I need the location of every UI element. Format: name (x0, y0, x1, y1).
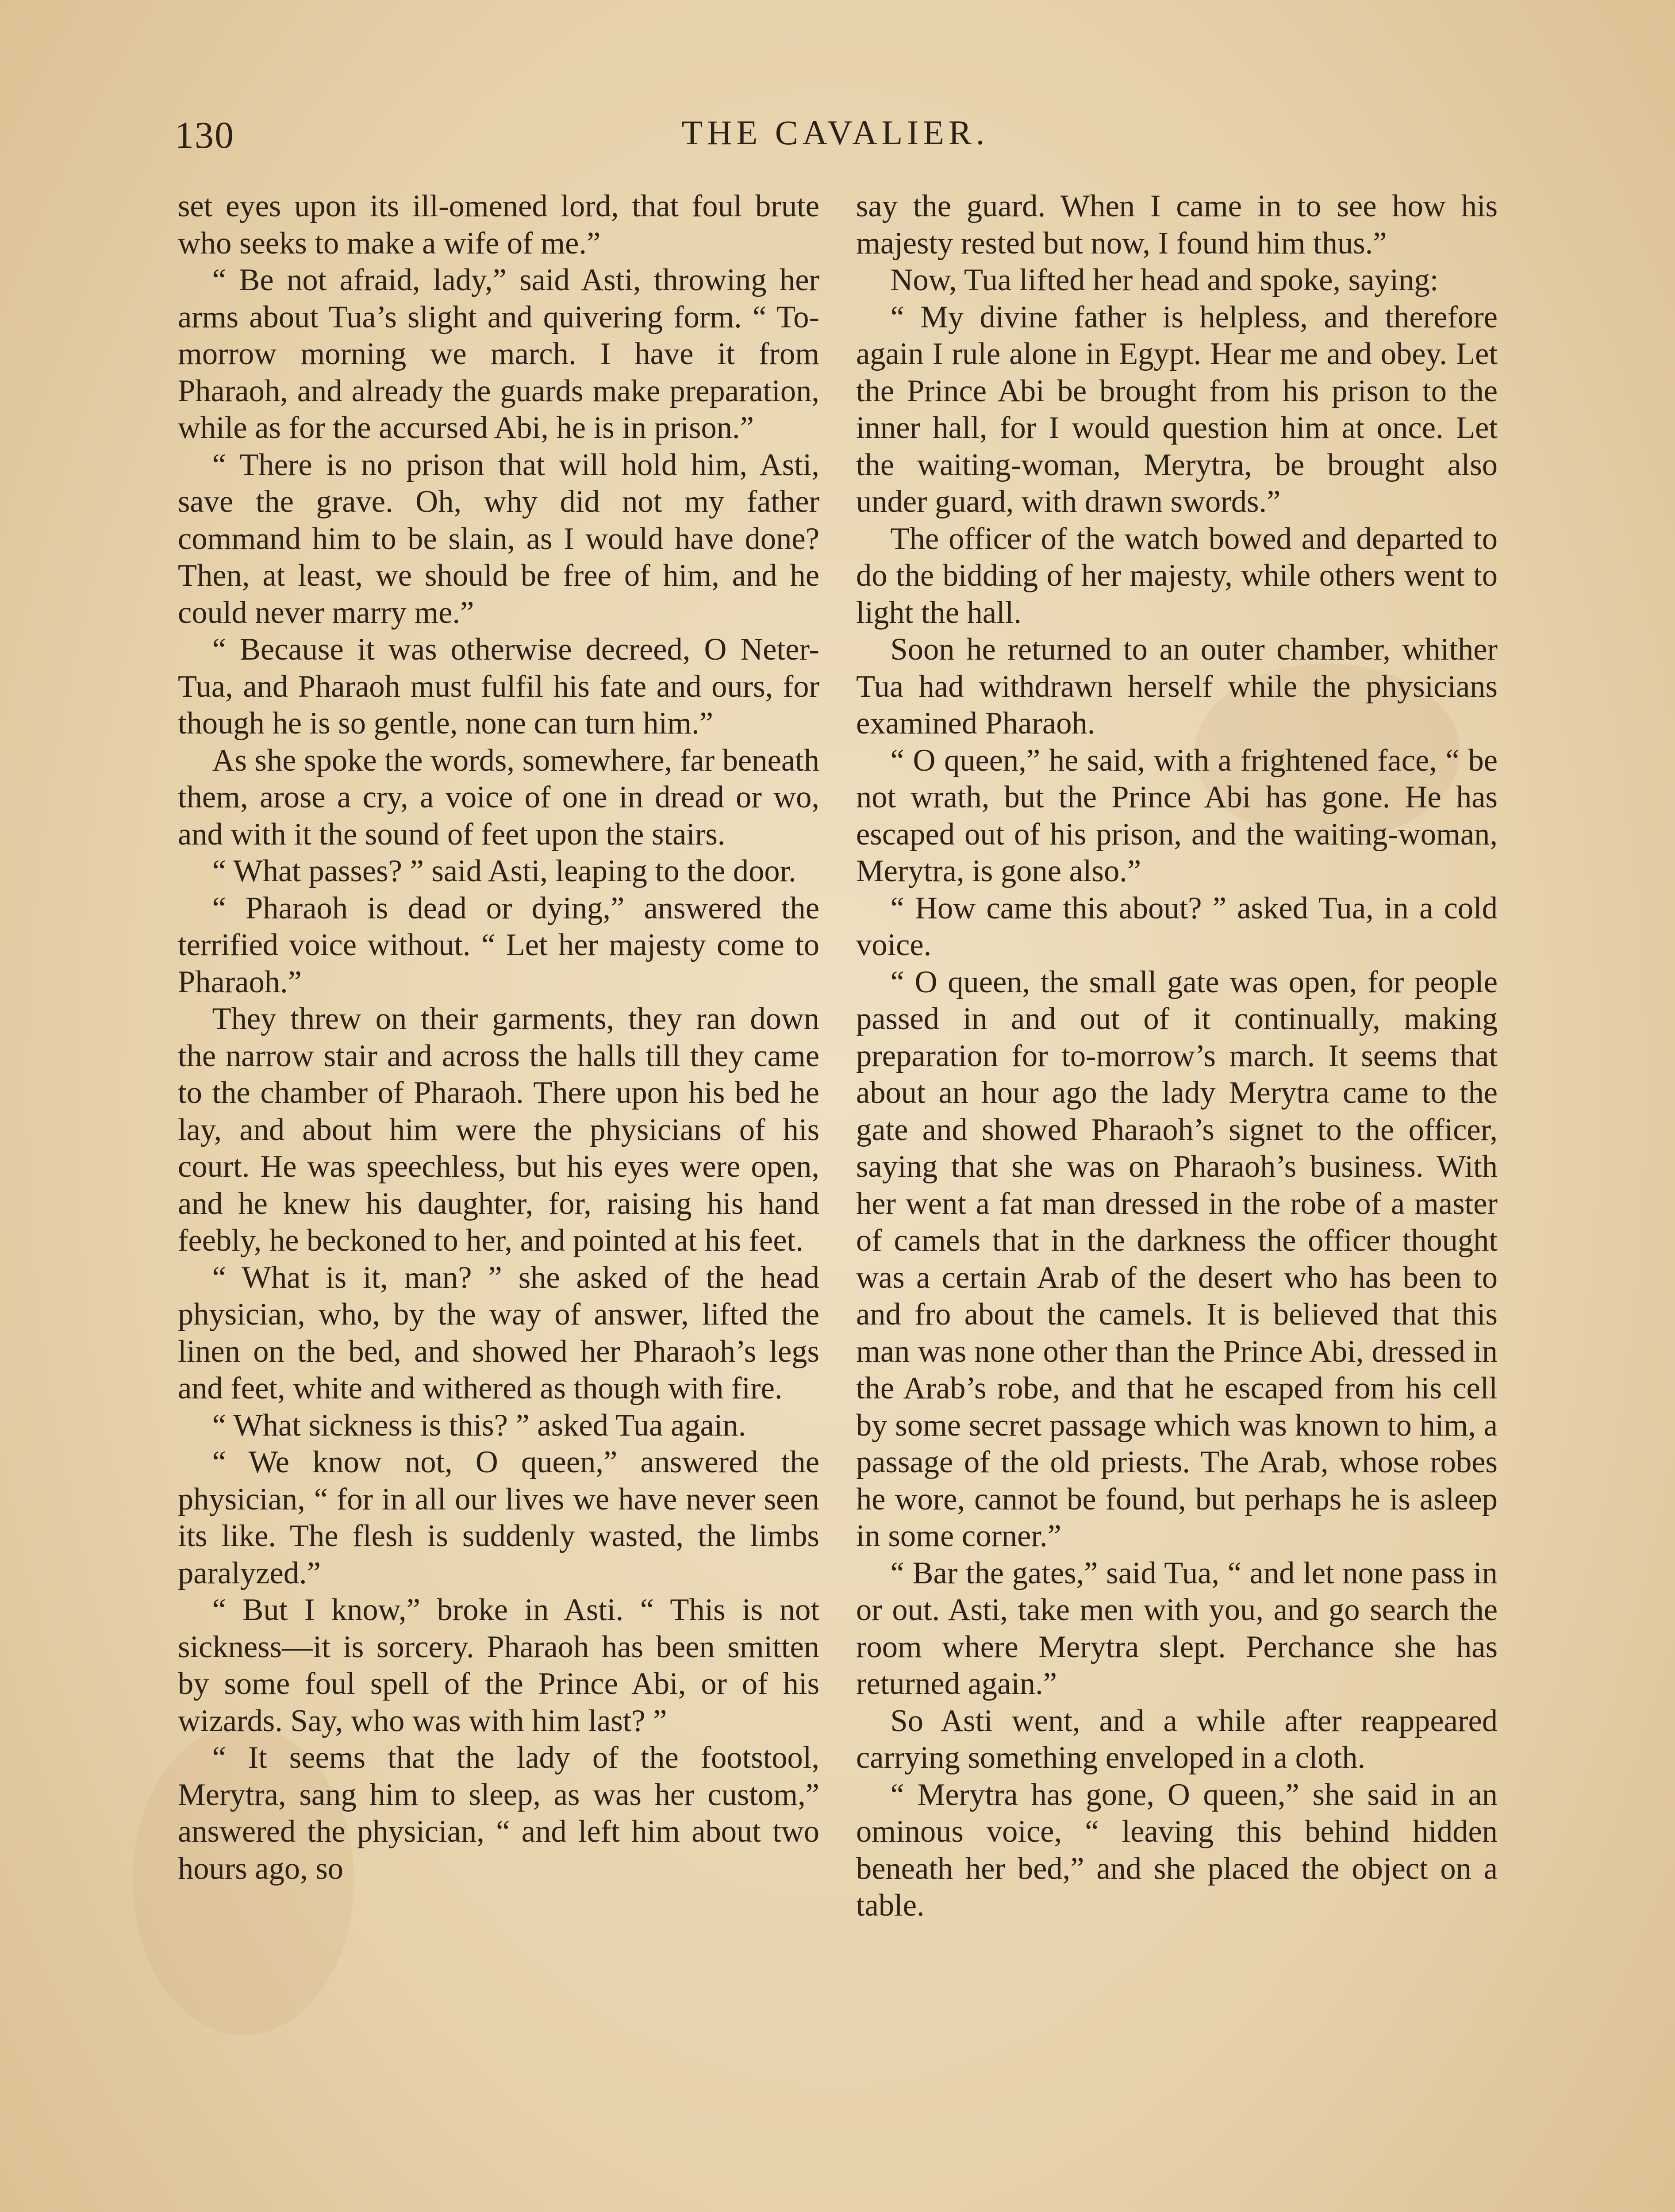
paragraph: “ We know not, O queen,” answered the physician, “ for in all our lives we have never seen its like. The flesh is suddenly wasted, the limbs paralyzed.” (178, 1445, 819, 1590)
paragraph: “ O queen,” he said, with a frightened face, “ be not wrath, but the Prince Abi has gone. He has escaped out of his prison, and the waiting-woman, Merytra, is gone also.” (856, 743, 1498, 888)
paragraph: “ Bar the gates,” said Tua, “ and let none pass in or out. Asti, take men with you, and go search the room where Merytra slept. Perchance she has returned again.” (856, 1555, 1498, 1701)
left-column (178, 188, 819, 1887)
paragraph: say the guard. When I came in to see how his majesty rested but now, I found him thus.” (856, 189, 1498, 261)
paragraph: “ Be not afraid, lady,” said Asti, throwing her arms about Tua’s slight and quivering form. “ To-morrow morning we march. I have it from Pharaoh, and already the guards make preparation, while as for the accursed Abi, he is in prison.” (178, 263, 819, 445)
paragraph: “ My divine father is helpless, and therefore again I rule alone in Egypt. Hear me and obey. Let the Prince Abi be brought from his prison to the inner hall, for I would question him at once. Let the waiting-woman, Merytra, be brought also under guard, with drawn swords.” (856, 300, 1498, 519)
paragraph: So Asti went, and a while after reappeared carrying something enveloped in a cloth. (856, 1703, 1498, 1775)
paragraph: The officer of the watch bowed and departed to do the bidding of her majesty, while others went to light the hall. (856, 521, 1498, 630)
right-column (856, 188, 1498, 1924)
paragraph: set eyes upon its ill-omened lord, that foul brute who seeks to make a wife of me.” (178, 189, 819, 261)
running-head (175, 113, 1496, 161)
paragraph: “ Because it was otherwise decreed, O Neter-Tua, and Pharaoh must fulfil his fate and ours, for though he is so gentle, none can turn him.” (178, 632, 819, 741)
paragraph: As she spoke the words, somewhere, far beneath them, arose a cry, a voice of one in dread or wo, and with it the sound of feet upon the stairs. (178, 743, 819, 852)
paragraph: Soon he returned to an outer chamber, whither Tua had withdrawn herself while the physicians examined Pharaoh. (856, 632, 1498, 741)
paragraph: “ What is it, man? ” she asked of the head physician, who, by the way of answer, lifted the linen on the bed, and showed her Pharaoh’s legs and feet, white and withered as though with fire. (178, 1260, 819, 1406)
paragraph: “ Pharaoh is dead or dying,” answered the terrified voice without. “ Let her majesty come to Pharaoh.” (178, 891, 819, 999)
paragraph: “ But I know,” broke in Asti. “ This is not sickness—it is sorcery. Pharaoh has been smitten by some foul spell of the Prince Abi, or of his wizards. Say, who was with him last? ” (178, 1593, 819, 1738)
paragraph: “ It seems that the lady of the footstool, Merytra, sang him to sleep, as was her custom,” answered the physician, “ and left him about two hours ago, so (178, 1740, 819, 1886)
paragraph: “ What passes? ” said Asti, leaping to the door. (212, 854, 796, 888)
paragraph: “ How came this about? ” asked Tua, in a cold voice. (856, 891, 1498, 962)
paragraph: “ Merytra has gone, O queen,” she said in an ominous voice, “ leaving this behind hidden beneath her bed,” and she placed the object on a table. (856, 1777, 1498, 1923)
paragraph: They threw on their garments, they ran down the narrow stair and across the halls till they came to the chamber of Pharaoh. There upon his bed he lay, and about him were the physicians of his court. He was speechless, but his eyes were open, and he knew his daughter, for, raising his hand feebly, he beckoned to her, and pointed at his feet. (178, 1002, 819, 1258)
journal-title: THE CAVALIER. (681, 113, 989, 152)
page-number: 130 (175, 114, 234, 156)
paragraph: Now, Tua lifted her head and spoke, saying: (890, 263, 1439, 297)
paragraph: “ O queen, the small gate was open, for people passed in and out of it continually, making preparation for to-morrow’s march. It seems that about an hour ago the lady Merytra came to the gate and showed Pharaoh’s signet to the officer, saying that she was on Pharaoh’s business. With her went a fat man dressed in the robe of a master of camels that in the darkness the officer thought was a certain Arab of the desert who has been to and fro about the camels. It is believed that this man was none other than the Prince Abi, dressed in the Arab’s robe, and that he escaped from his cell by some secret passage which was known to him, a passage of the old priests. The Arab, whose robes he wore, cannot be found, but perhaps he is asleep in some corner.” (856, 964, 1498, 1553)
paragraph: “ There is no prison that will hold him, Asti, save the grave. Oh, why did not my father command him to be slain, as I would have done? Then, at least, we should be free of him, and he could never marry me.” (178, 447, 819, 630)
paragraph: “ What sickness is this? ” asked Tua again. (212, 1408, 746, 1443)
